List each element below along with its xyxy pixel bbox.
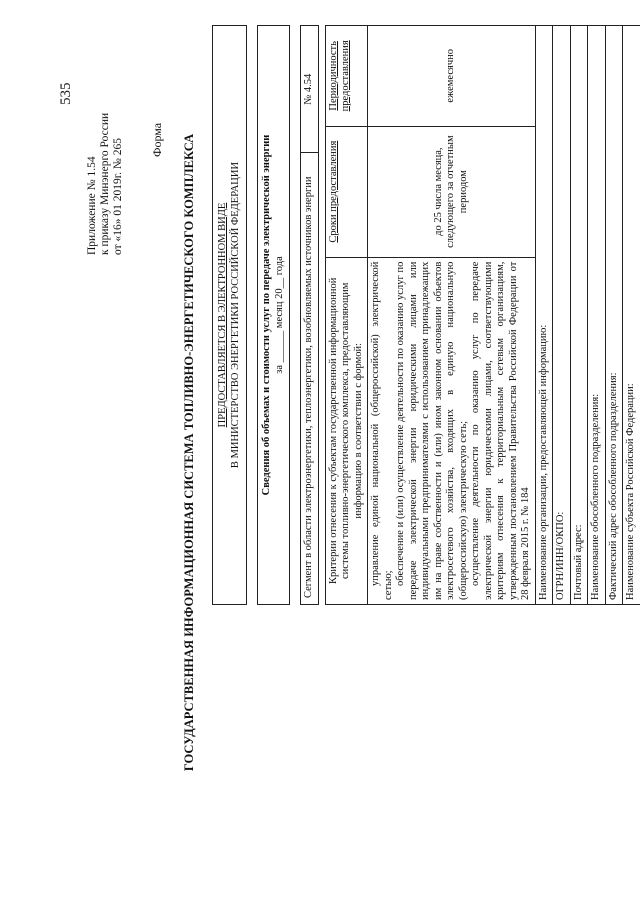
criteria-header: Критерии отнесения к субъектам государственной информационной системы топливно-энергетического комплекса, предоставляющим информацию в соответствии с формой: [325,257,368,604]
form-label: Форма [150,122,164,157]
org-field-ogrn: ОГРН/ИНН/ОКПО: [553,26,571,605]
report-cell [258,26,290,605]
appendix-line-3: от «16» 01 2019г. № 265 [112,137,124,255]
submission-line-1: ПРЕДОСТАВЛЯЕТСЯ В ЭЛЕКТРОННОМ ВИДЕ [217,202,228,428]
criteria-item: обеспечение и (или) осуществление деятельности по оказанию услуг по передаче электрической энергии юридическими лицами или индивидуальными предпринимателями с использованием принадлежащих им на праве собственности и (или) ином законном основании объектов электросетевого хозяйства, входящих в единую национальную (общероссийскую) электрическую сеть; [395,261,469,600]
appendix-block [86,113,125,255]
criteria-item: осуществление деятельности по оказанию услуг по передаче электрической энергии юридическими лицами, соответствующими критериям отнесения к территориальным сетевым организациям, утвержденным постановлением Правительства Российской Федерации от 28 февраля 2015 г. № 184 [470,261,531,600]
org-field-region: Наименование субъекта Российской Федерации: [623,26,640,605]
criteria-item: управление единой национальной (общероссийской) электрической сетью; [370,261,394,600]
report-title: Сведения об объемах и стоимости услуг по передаче электрической энергии [261,134,272,496]
submission-line-2: В МИНИСТЕРСТВО ЭНЕРГЕТИКИ РОССИЙСКОЙ ФЕДЕРАЦИИ [229,161,241,469]
form-tables [212,25,640,605]
submission-cell [213,26,247,605]
deadline-header: Сроки предоставления [325,126,368,257]
periodicity-value: ежемесячно [368,26,536,127]
report-title-table [257,25,290,605]
org-field-division-name: Наименование обособленного подразделения: [588,26,606,605]
appendix-line-2: к приказу Минэнерго России [99,112,111,255]
org-field-name: Наименование организации, предоставляющей информацию: [535,26,553,605]
org-field-postal-address: Почтовый адрес: [570,26,588,605]
page-number: 535 [58,82,74,105]
segment-label: Сегмент в области электроэнергетики, теплоэнергетики, возобновляемых источников энергии [301,153,319,605]
criteria-items [368,257,536,604]
report-period: за ______ месяц 20__ года [273,256,285,374]
submission-header-table [212,25,247,605]
criteria-table [325,25,640,605]
segment-number: № 4.54 [301,26,319,153]
appendix-line-1: Приложение № 1.54 [86,156,98,255]
segment-table [300,25,319,605]
periodicity-header: Периодичность предоставления [325,26,368,127]
deadline-value: до 25 числа месяца, следующего за отчетным периодом [368,126,536,257]
org-field-division-address: Фактический адрес обособленного подразделения: [605,26,623,605]
main-title: ГОСУДАРСТВЕННАЯ ИНФОРМАЦИОННАЯ СИСТЕМА ТОПЛИВНО-ЭНЕРГЕТИЧЕСКОГО КОМПЛЕКСА [182,133,196,772]
